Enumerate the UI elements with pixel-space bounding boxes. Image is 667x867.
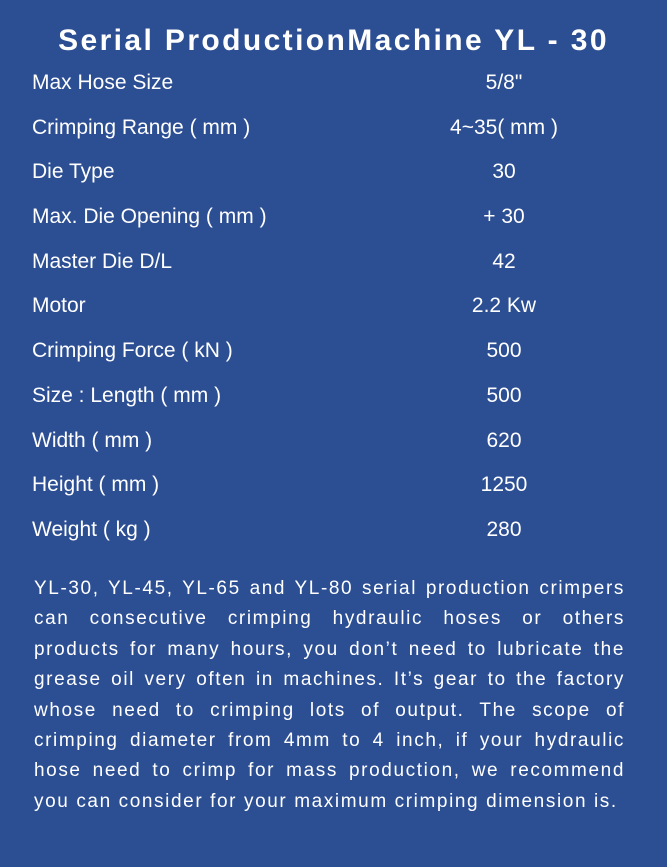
spec-label: Motor	[32, 294, 86, 318]
spec-label: Die Type	[32, 160, 115, 184]
spec-row-width	[0, 419, 667, 464]
product-description: YL-30, YL-45, YL-65 and YL-80 serial production crimpers can consecutive crimping hydraulic hoses or others products for many hours, you don’t need to lubricate the grease oil very often in machines. It’s gear to the factory whose need to crimping lots of output. The scope of crimping diameter from 4mm to 4 inch, if your hydraulic hose need to crimp for mass production, we recommend you can consider for your maximum crimping dimension is.	[34, 578, 625, 812]
spec-row-length	[0, 374, 667, 419]
spec-value: 500	[486, 339, 522, 363]
spec-value: 1250	[480, 473, 528, 497]
spec-value: + 30	[483, 205, 525, 229]
spec-value: 5/8"	[485, 71, 523, 94]
spec-label: Width ( mm )	[32, 428, 153, 452]
spec-value: 280	[486, 517, 522, 541]
spec-label: Height ( mm )	[32, 473, 160, 497]
spec-label: Crimping Range ( mm )	[32, 115, 251, 139]
spec-row-die-type	[0, 150, 667, 195]
spec-row-max-hose-size	[0, 61, 667, 106]
spec-label: Crimping Force ( kN )	[32, 339, 233, 363]
spec-row-master-die	[0, 240, 667, 285]
spec-label: Max Hose Size	[32, 71, 174, 94]
spec-label: Master Die D/L	[32, 249, 173, 273]
spec-row-crimping-force	[0, 329, 667, 374]
spec-row-height	[0, 463, 667, 508]
spec-row-max-die-opening	[0, 195, 667, 240]
spec-row-motor	[0, 284, 667, 329]
spec-value: 2.2 Kw	[471, 294, 537, 318]
spec-value: 4~35( mm )	[450, 115, 558, 139]
spec-table	[0, 61, 667, 553]
spec-value: 620	[486, 428, 522, 452]
page-title: Serial ProductionMachine YL - 30	[58, 24, 609, 57]
spec-row-weight	[0, 508, 667, 553]
spec-value: 30	[492, 160, 516, 184]
spec-label: Weight ( kg )	[32, 517, 151, 541]
spec-label: Size : Length ( mm )	[32, 383, 222, 407]
spec-label: Max. Die Opening ( mm )	[32, 205, 267, 229]
spec-row-crimping-range	[0, 106, 667, 151]
spec-value: 500	[486, 383, 522, 407]
spec-value: 42	[492, 249, 516, 273]
